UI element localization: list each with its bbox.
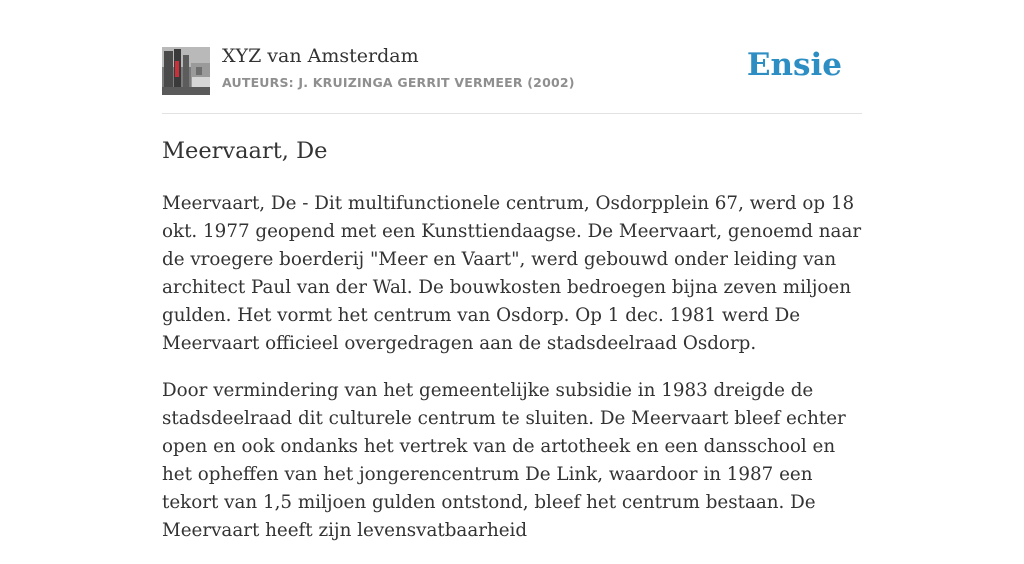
book-header bbox=[162, 0, 862, 114]
ensie-logo[interactable]: Ensie bbox=[746, 47, 842, 83]
book-cover-image bbox=[162, 47, 210, 95]
book-title[interactable]: XYZ van Amsterdam bbox=[222, 45, 419, 67]
book-cover-avatar[interactable] bbox=[162, 47, 210, 95]
content-column bbox=[162, 0, 862, 541]
article-title: Meervaart, De bbox=[162, 138, 328, 164]
article-paragraph: Meervaart, De - Dit multifunctionele centrum, Osdorpplein 67, werd op 18 okt. 1977 geopend met een Kunsttiendaagse. De Meervaart, genoemd naar de vroegere boerderij "Meer en Vaart", werd gebouwd onder leiding van architect Paul van der Wal. De bouwkosten bedroegen bijna zeven miljoen gulden. Het vormt het centrum van Osdorp. Op 1 dec. 1981 werd De Meervaart officieel overgedragen aan de stadsdeelraad Osdorp. bbox=[162, 193, 862, 354]
article-paragraph: Door vermindering van het gemeentelijke subsidie in 1983 dreigde de stadsdeelraad dit culturele centrum te sluiten. De Meervaart bleef echter open en ook ondanks het vertrek van de artotheek en een dansschool en het opheffen van het jongerencentrum De Link, waardoor in 1987 een tekort van 1,5 miljoen gulden ontstond, bleef het centrum bestaan. De Meervaart heeft zijn levensvatbaarheid bbox=[162, 380, 846, 541]
article-body bbox=[162, 190, 867, 564]
book-authors: AUTEURS: J. KRUIZINGA GERRIT VERMEER (2002) bbox=[222, 75, 575, 90]
